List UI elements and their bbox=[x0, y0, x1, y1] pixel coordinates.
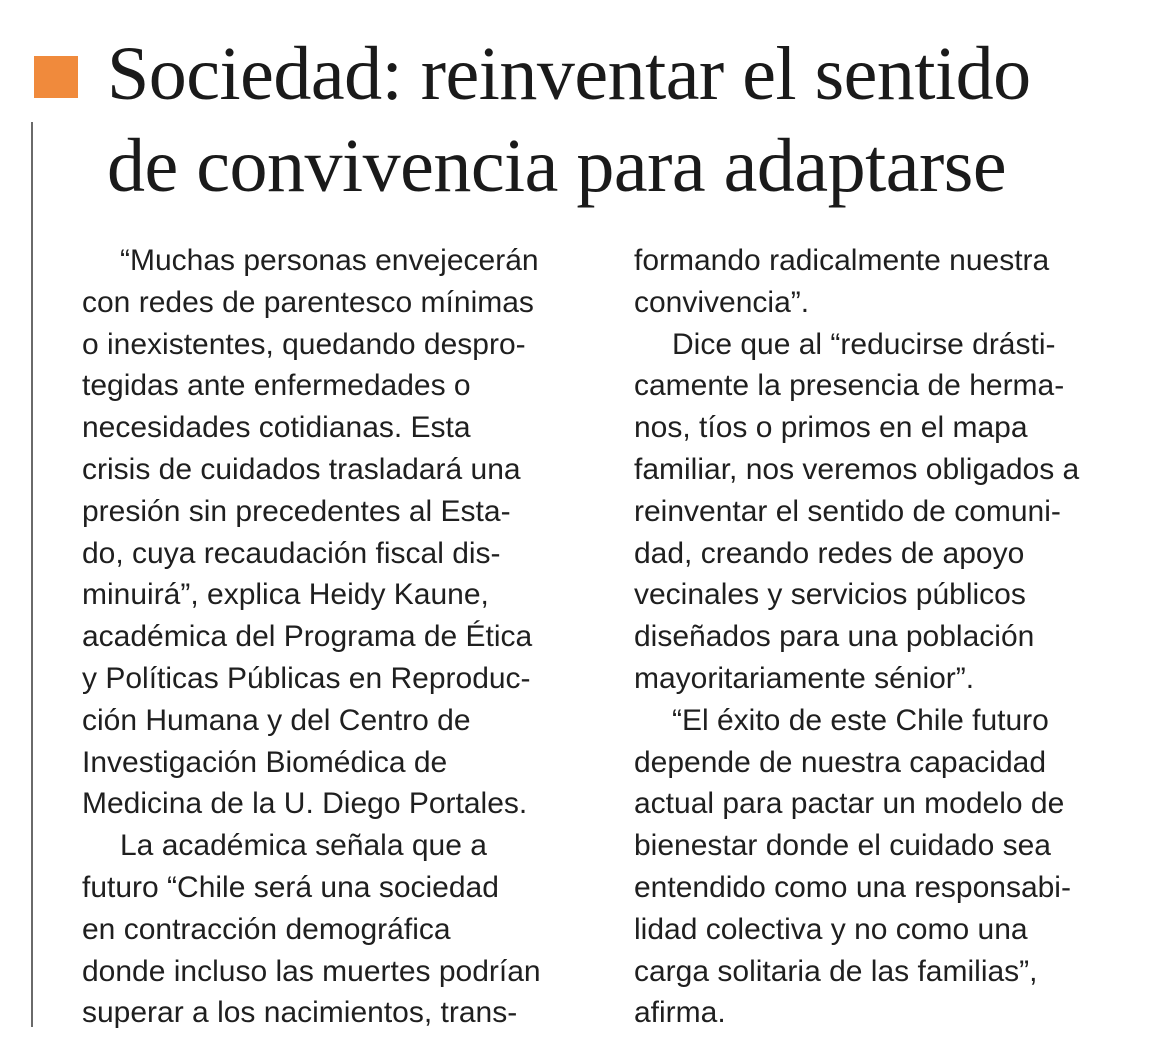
body-line: formando radicalmente nuestra bbox=[634, 244, 1050, 277]
body-line: mayoritariamente sénior”. bbox=[634, 661, 975, 695]
body-line: y Políticas Públicas en Reproduc- bbox=[82, 661, 531, 695]
body-line: en contracción demográfica bbox=[82, 912, 451, 946]
body-line: Investigación Biomédica de bbox=[82, 745, 448, 779]
body-line: “Muchas personas envejecerán bbox=[120, 244, 539, 277]
body-line: depende de nuestra capacidad bbox=[634, 745, 1047, 779]
body-line: presión sin precedentes al Esta- bbox=[82, 494, 511, 528]
headline-line-1: Sociedad: reinventar el sentido bbox=[107, 32, 1031, 116]
body-line: lidad colectiva y no como una bbox=[634, 912, 1028, 946]
body-line: crisis de cuidados trasladará una bbox=[82, 452, 521, 486]
body-line: familiar, nos veremos obligados a bbox=[634, 452, 1080, 486]
body-line: ción Humana y del Centro de bbox=[82, 703, 471, 737]
body-line: con redes de parentesco mínimas bbox=[82, 285, 534, 319]
body-line: diseñados para una población bbox=[634, 620, 1035, 654]
headline bbox=[107, 28, 1147, 212]
body-line: do, cuya recaudación fiscal dis- bbox=[82, 536, 501, 570]
body-line: convivencia”. bbox=[634, 285, 810, 319]
body-line: entendido como una responsabi- bbox=[634, 870, 1071, 904]
body-line: carga solitaria de las familias”, bbox=[634, 954, 1038, 988]
body-line: camente la presencia de herma- bbox=[634, 369, 1065, 403]
headline-line-2: de convivencia para adaptarse bbox=[107, 124, 1007, 208]
body-line: Medicina de la U. Diego Portales. bbox=[82, 787, 528, 821]
body-line: nos, tíos o primos en el mapa bbox=[634, 411, 1028, 445]
body-column-right bbox=[634, 240, 1139, 1034]
body-line: minuirá”, explica Heidy Kaune, bbox=[82, 578, 489, 612]
body-line: tegidas ante enfermedades o bbox=[82, 369, 471, 403]
body-line: académica del Programa de Ética bbox=[82, 620, 533, 654]
body-line: donde incluso las muertes podrían bbox=[82, 954, 541, 988]
body-line: o inexistentes, quedando despro- bbox=[82, 327, 526, 361]
body-line: necesidades cotidianas. Esta bbox=[82, 411, 471, 445]
body-line: “El éxito de este Chile futuro bbox=[672, 703, 1049, 737]
body-line: bienestar donde el cuidado sea bbox=[634, 829, 1051, 863]
body-line: La académica señala que a bbox=[120, 829, 487, 863]
left-column-rule bbox=[31, 122, 33, 1027]
body-line: afirma. bbox=[634, 996, 726, 1030]
body-line: vecinales y servicios públicos bbox=[634, 578, 1026, 612]
body-line: superar a los nacimientos, trans- bbox=[82, 996, 518, 1030]
section-marker-square bbox=[34, 56, 78, 98]
body-column-left bbox=[82, 240, 587, 1034]
body-line: reinventar el sentido de comuni- bbox=[634, 494, 1061, 528]
body-line: dad, creando redes de apoyo bbox=[634, 536, 1025, 570]
body-line: futuro “Chile será una sociedad bbox=[82, 870, 499, 904]
body-line: Dice que al “reducirse drásti- bbox=[672, 327, 1056, 361]
body-line: actual para pactar un modelo de bbox=[634, 787, 1065, 821]
